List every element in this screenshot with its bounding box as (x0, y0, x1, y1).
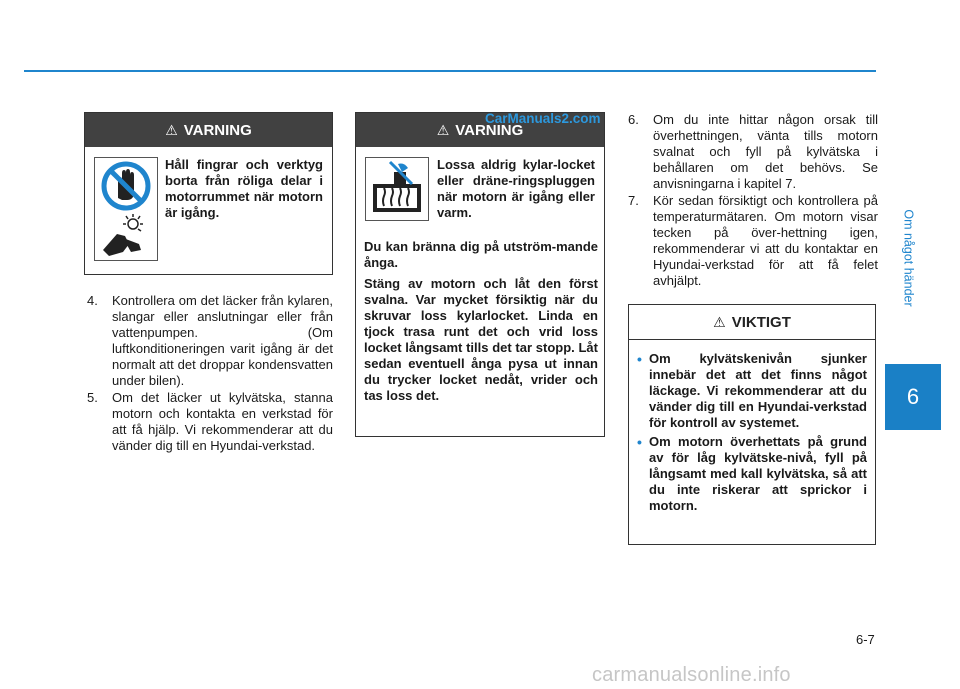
footer-watermark[interactable]: carmanualsonline.info (592, 664, 791, 686)
warning-box-left (84, 112, 333, 275)
warning-title: VARNING (183, 121, 252, 139)
warning-paragraph: Stäng av motorn och låt den först svalna. Var mycket försiktig när du skruvar loss kylarlocket. Linda en tjock trasa runt det och vrid loss locket långsamt tills det tar stopp. Låt sedan eventuell ånga pysa ut innan du trycker locket nedåt, vrider och tas loss det. (364, 276, 598, 403)
warning-box-middle (355, 112, 605, 437)
list-item (628, 193, 878, 289)
section-title (899, 178, 919, 338)
caution-triangle-icon: ⚠ (713, 313, 726, 330)
instruction-list-left (87, 293, 333, 455)
list-item-text: Kör sedan försiktigt och kontrollera på temperaturmätaren. Om motorn visar tecken på över-hettning igen, rekommenderar vi att du kontaktar en Hyundai-verkstad för att få felet avhjälpt. (653, 193, 878, 288)
radiator-steam-icon (365, 157, 429, 221)
important-title: VIKTIGT (731, 313, 791, 331)
warning-paragraph: Du kan bränna dig på utström-mande ånga. (364, 239, 598, 270)
warning-triangle-icon: ⚠ (436, 121, 450, 138)
important-box (628, 304, 876, 545)
list-item-number: 7. (628, 193, 639, 208)
warning-title: VARNING (455, 121, 524, 139)
list-item-number: 5. (87, 390, 98, 405)
chapter-tab: 6 (885, 364, 941, 430)
warning-triangle-icon: ⚠ (165, 121, 178, 138)
section-title-text: Om något händer (902, 209, 917, 307)
list-item-text: Om du inte hittar någon orsak till överhettningen, vänta tills motorn svalnat och fyll på kylvätska i behållaren om det behövs. Se anvisningarna i kapitel 7. (653, 112, 878, 191)
instruction-list-right (628, 112, 878, 290)
important-header (629, 305, 875, 340)
warning-header (85, 113, 332, 147)
list-item-number: 4. (87, 293, 98, 308)
list-item (87, 390, 333, 454)
list-item-number: 6. (628, 112, 639, 127)
important-bullet: • Om motorn överhettats på grund av för låg kylvätske-nivå, fyll på långsamt med kall kylvätska, så att du inte riskerar att sprickor i motorn. (637, 434, 867, 514)
top-rule (24, 70, 876, 72)
list-item-text: Kontrollera om det läcker från kylaren, slangar eller anslutningar eller från vattenpumpen. (Om luftkonditioneringen varit igång är det normalt att det droppar kondensvatten under bilen). (112, 293, 333, 388)
important-bullet: • Om kylvätskenivån sjunker innebär det att det finns något läckage. Vi rekommenderar att du vänder dig till en Hyundai-verkstad för kontroll av systemet. (637, 351, 867, 431)
list-item (628, 112, 878, 192)
list-item-text: Om det läcker ut kylvätska, stanna motorn och kontakta en verkstad för att få hjälp. Vi rekommenderar att du vänder dig till en Hyundai-verkstad. (112, 390, 333, 453)
important-list (637, 351, 867, 517)
warning-text: Lossa aldrig kylar-locket eller dräne-ringspluggen när motorn är igång eller varm. (437, 157, 595, 220)
page-number: 6-7 (856, 632, 875, 647)
warning-text: Håll fingrar och verktyg borta från röliga delar i motorrummet när motorn är igång. (165, 157, 323, 220)
watermark-link[interactable]: CarManuals2.com (485, 111, 601, 126)
list-item (87, 293, 333, 389)
no-hands-icon (94, 157, 158, 261)
